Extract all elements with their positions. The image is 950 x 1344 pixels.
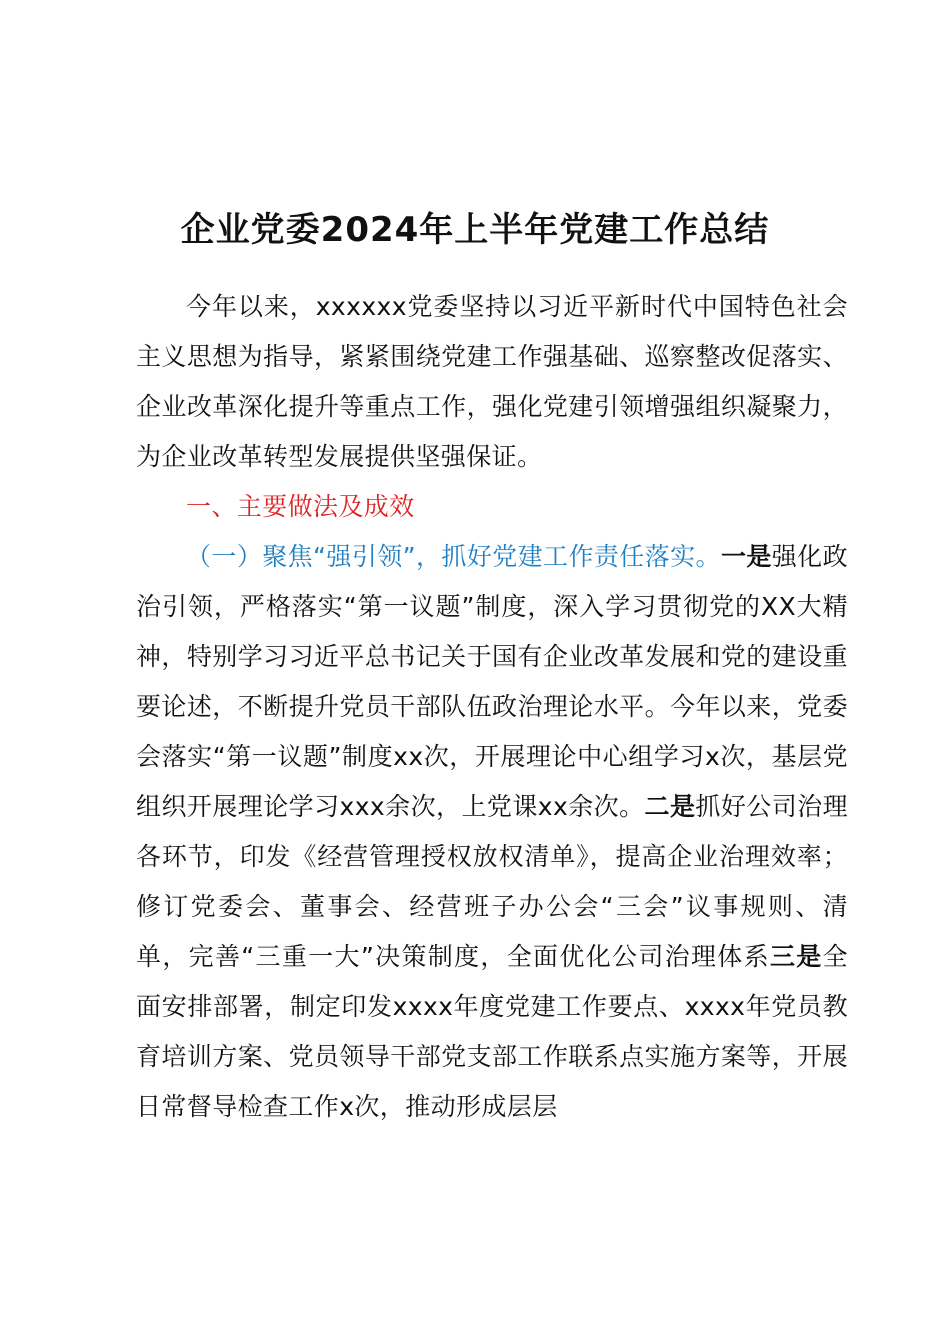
point-text-1: 强化政治引领，严格落实“第一议题”制度，深入学习贯彻党的XX大精神，特别学习习近平总书记关于国有企业改革发展和党的建设重要论述，不断提升党员干部队伍政治理论水平。今年以来，党委会落实“第一议题”制度xx次，开展理论中心组学习x次，基层党组织开展理论学习xxx余次，上党课xx余次。 bbox=[136, 542, 848, 821]
subsection-paragraph-1 bbox=[136, 532, 848, 1132]
point-text-2: 抓好公司治理各环节，印发《经营管理授权放权清单》，提高企业治理效率；修订党委会、董事会、经营班子办公会“三会”议事规则、清单，完善“三重一大”决策制度，全面优化公司治理体系 bbox=[136, 792, 848, 971]
subsection-heading-1: （一）聚焦“强引领”，抓好党建工作责任落实。 bbox=[186, 542, 721, 571]
point-text-3: 全面安排部署，制定印发xxxx年度党建工作要点、xxxx年党员教育培训方案、党员领导干部党支部工作联系点实施方案等，开展日常督导检查工作x次，推动形成层层 bbox=[136, 942, 849, 1121]
document-body bbox=[136, 282, 848, 1132]
point-marker-3: 三是 bbox=[769, 942, 823, 971]
point-marker-1: 一是 bbox=[720, 542, 772, 571]
point-marker-2: 二是 bbox=[644, 792, 696, 821]
section-heading-1: 一、主要做法及成效 bbox=[186, 492, 415, 521]
intro-paragraph: 今年以来，xxxxxx党委坚持以习近平新时代中国特色社会主义思想为指导，紧紧围绕党建工作强基础、巡察整改促落实、企业改革深化提升等重点工作，强化党建引领增强组织凝聚力，为企业改革转型发展提供坚强保证。 bbox=[136, 292, 848, 471]
document-title: 企业党委2024年上半年党建工作总结 bbox=[180, 210, 770, 250]
